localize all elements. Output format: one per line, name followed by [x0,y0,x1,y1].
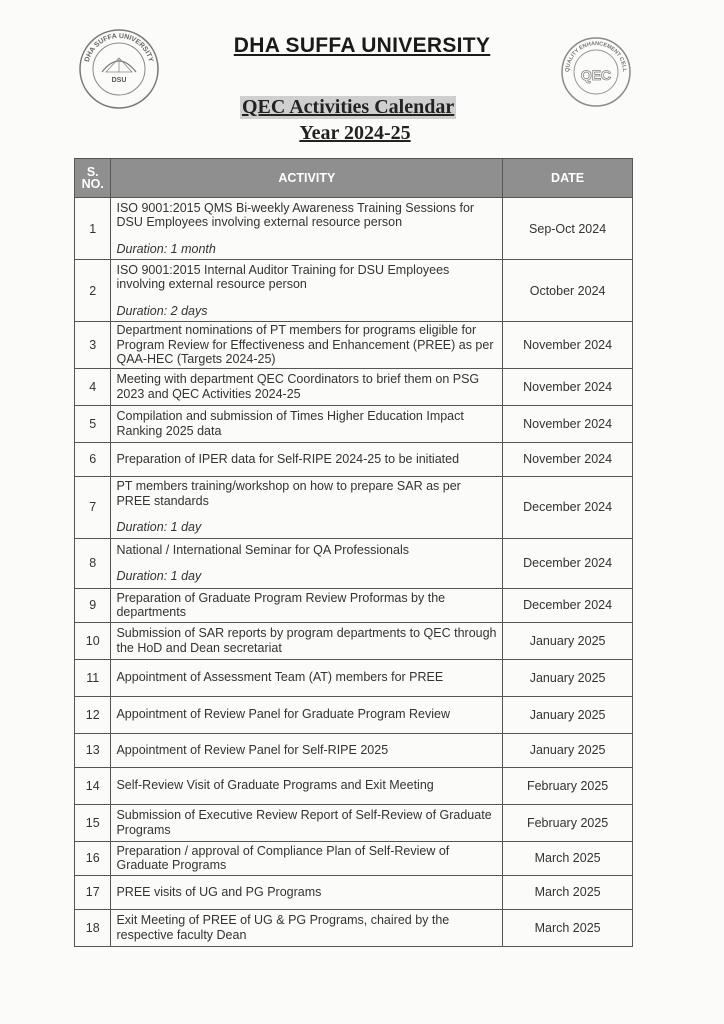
activity-cell [111,767,503,804]
activity-text: Compilation and submission of Times Higher Education Impact Ranking 2025 data [116,409,464,438]
activity-cell [111,733,503,767]
row-number: 12 [75,696,111,733]
svg-text:QEC: QEC [580,67,612,83]
activity-cell [111,622,503,659]
activity-cell [111,696,503,733]
duration-text: Duration: 2 days [116,303,208,318]
svg-text:DHA SUFFA UNIVERSITY: DHA SUFFA UNIVERSITY [83,32,155,63]
activities-table [74,158,633,947]
row-number: 11 [75,659,111,696]
row-number: 8 [75,538,111,588]
activity-cell [111,588,503,622]
date-cell: November 2024 [503,368,633,405]
row-number: 15 [75,804,111,841]
activity-text: Appointment of Assessment Team (AT) members for PREE [116,670,444,685]
svg-text:QUALITY ENHANCEMENT CELL: QUALITY ENHANCEMENT CELL [564,40,628,73]
table-row [75,368,633,405]
activity-text: Preparation / approval of Compliance Plan of Self-Review of Graduate Programs [116,843,450,872]
activity-cell [111,659,503,696]
table-row [75,198,633,260]
date-cell: February 2025 [503,767,633,804]
date-cell: January 2025 [503,622,633,659]
row-number: 10 [75,622,111,659]
date-cell: February 2025 [503,804,633,841]
table-row [75,622,633,659]
row-number: 18 [75,909,111,946]
activity-text: PREE visits of UG and PG Programs [116,884,322,899]
activity-text: ISO 9001:2015 QMS Bi-weekly Awareness Training Sessions for DSU Employees involving external resource person [116,200,475,230]
date-cell: January 2025 [503,696,633,733]
table-row [75,442,633,476]
activity-text: PT members training/workshop on how to prepare SAR as per PREE standards [116,479,461,508]
date-cell: December 2024 [503,588,633,622]
date-cell: October 2024 [503,260,633,322]
duration-text: Duration: 1 month [116,241,216,256]
row-number: 4 [75,368,111,405]
activity-text: ISO 9001:2015 Internal Auditor Training for DSU Employees involving external resource person [116,262,450,292]
table-row [75,260,633,322]
activity-text: Department nominations of PT members for programs eligible for Program Review for Effectiveness and Enhancement (PREE) as per QAA-HEC (Targets 2024-25) [116,323,494,366]
table-row [75,405,633,442]
duration-text: Duration: 1 day [116,520,202,535]
activity-cell [111,322,503,369]
activity-cell [111,875,503,909]
activity-text: Appointment of Review Panel for Self-RIPE 2025 [116,742,389,757]
activity-cell [111,368,503,405]
date-cell: January 2025 [503,733,633,767]
table-row [75,804,633,841]
duration-text: Duration: 1 day [116,569,202,583]
row-number: 1 [75,198,111,260]
activity-text: Meeting with department QEC Coordinators to brief them on PSG 2023 and QEC Activities 2024-25 [116,372,480,401]
date-cell: March 2025 [503,875,633,909]
date-cell: Sep-Oct 2024 [503,198,633,260]
activity-cell [111,442,503,476]
date-cell: March 2025 [503,909,633,946]
activity-text: Appointment of Review Panel for Graduate Program Review [116,707,450,722]
activity-cell [111,260,503,322]
activity-cell [111,405,503,442]
date-cell: December 2024 [503,538,633,588]
year-title: Year 2024-25 [299,122,411,144]
calendar-title: QEC Activities Calendar [242,96,455,118]
table-row [75,875,633,909]
table-row [75,476,633,538]
table-row [75,733,633,767]
row-number: 14 [75,767,111,804]
activity-text: Exit Meeting of PREE of UG & PG Programs, chaired by the respective faculty Dean [116,913,450,942]
table-row [75,841,633,875]
date-cell: December 2024 [503,476,633,538]
date-cell: January 2025 [503,659,633,696]
table-row [75,538,633,588]
column-header-activity: ACTIVITY [111,159,503,198]
table-row [75,909,633,946]
activity-text: Submission of SAR reports by program departments to QEC through the HoD and Dean secretariat [116,626,497,655]
row-number: 16 [75,841,111,875]
activity-text: Preparation of Graduate Program Review Proformas by the departments [116,590,446,619]
activity-cell [111,841,503,875]
table-row [75,322,633,369]
column-header-date: DATE [503,159,633,198]
row-number: 2 [75,260,111,322]
date-cell: November 2024 [503,405,633,442]
table-row [75,588,633,622]
svg-text:DSU: DSU [111,77,127,84]
row-number: 7 [75,476,111,538]
activity-cell [111,909,503,946]
activity-cell [111,804,503,841]
table-row [75,659,633,696]
row-number: 6 [75,442,111,476]
activity-text: Self-Review Visit of Graduate Programs and Exit Meeting [116,778,434,793]
activity-text: National / International Seminar for QA Professionals [116,542,409,557]
row-number: 13 [75,733,111,767]
row-number: 9 [75,588,111,622]
date-cell: November 2024 [503,322,633,369]
activity-text: Preparation of IPER data for Self-RIPE 2024-25 to be initiated [116,451,460,466]
table-row [75,696,633,733]
row-number: 17 [75,875,111,909]
activity-cell [111,476,503,538]
date-cell: November 2024 [503,442,633,476]
table-row [75,767,633,804]
activity-cell [111,538,503,588]
row-number: 3 [75,322,111,369]
activity-cell [111,198,503,260]
table-header-row [75,159,633,198]
column-header-sno: S. NO. [75,159,111,198]
row-number: 5 [75,405,111,442]
university-title: DHA SUFFA UNIVERSITY [233,34,491,57]
activity-text: Submission of Executive Review Report of Self-Review of Graduate Programs [116,808,492,837]
date-cell: March 2025 [503,841,633,875]
